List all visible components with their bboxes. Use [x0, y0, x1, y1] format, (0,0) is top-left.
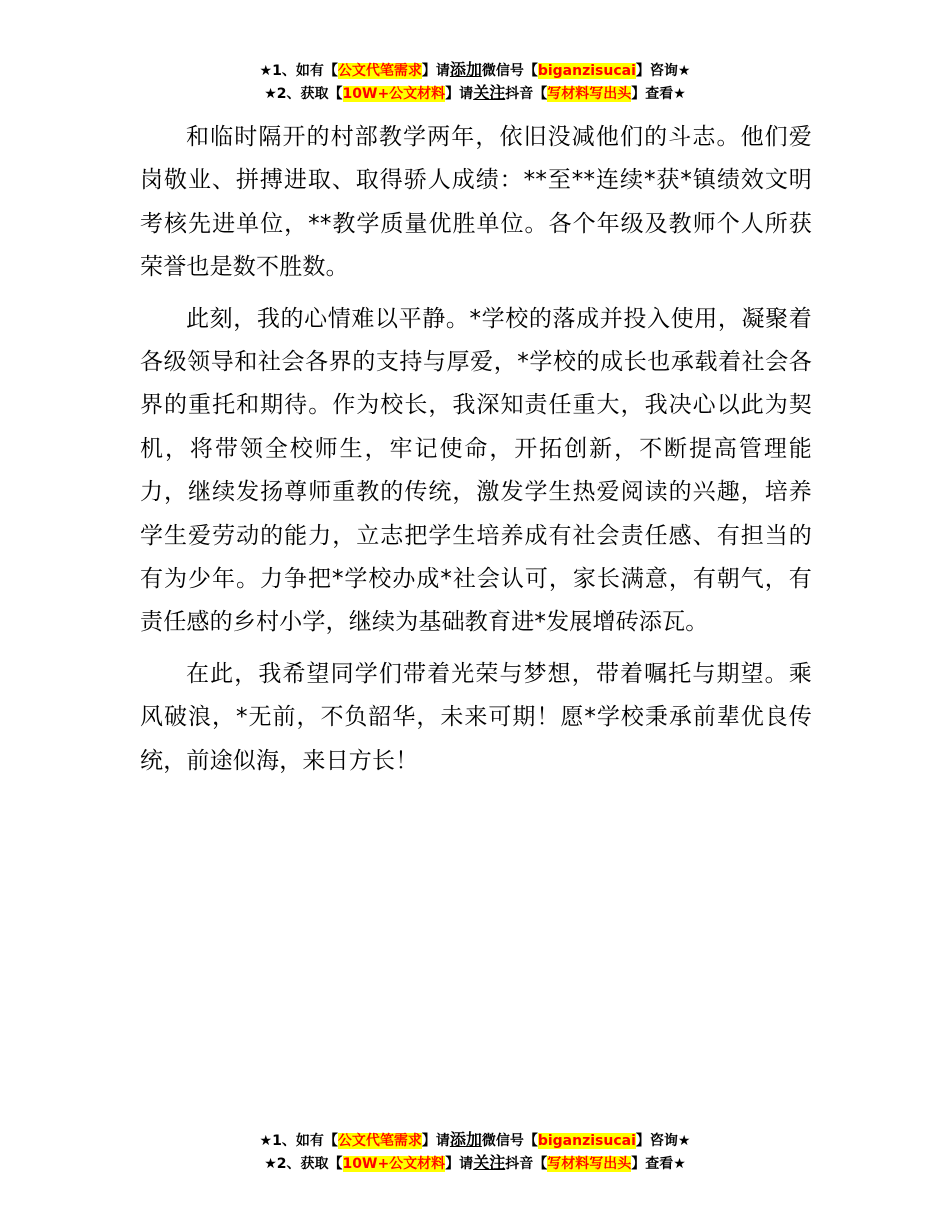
footer-banner	[0, 1129, 950, 1175]
banner-douyin-id: 写材料写出头	[547, 86, 632, 102]
banner-line-2-suffix: 】查看★	[631, 86, 686, 102]
banner-line-1-prefix: ★1、如有【	[259, 63, 338, 79]
footer-line-1-mid2: 微信号【	[481, 1133, 538, 1149]
header-banner	[0, 59, 950, 105]
banner-line-2-mid: 】请	[445, 86, 474, 102]
footer-line-1-suffix: 】咨询★	[635, 1133, 691, 1149]
banner-line-2	[0, 82, 950, 105]
banner-add-emphasis: 添加	[449, 60, 482, 79]
footer-line-1-prefix: ★1、如有【	[259, 1133, 338, 1149]
paragraph-1: 和临时隔开的村部教学两年，依旧没减他们的斗志。他们爱岗敬业、拼搏进取、取得骄人成绩：**至**连续*获*镇绩效文明考核先进单位，**教学质量优胜单位。各个年级及教师个人所获荣誉也是数不胜数。	[140, 124, 812, 281]
footer-line-2	[0, 1152, 950, 1175]
paragraph-2: 此刻，我的心情难以平静。*学校的落成并投入使用，凝聚着各级领导和社会各界的支持与厚爱，*学校的成长也承载着社会各界的重托和期待。作为校长，我深知责任重大，我决心以此为契机，将带领全校师生，牢记使命，开拓创新，不断提高管理能力，继续发扬尊师重教的传统，激发学生热爱阅读的兴趣，培养学生爱劳动的能力，立志把学生培养成有社会责任感、有担当的有为少年。力争把*学校办成*社会认可，家长满意，有朝气，有责任感的乡村小学，继续为基础教育进*发展增砖添瓦。	[140, 305, 812, 636]
footer-line-2-mid: 】请	[445, 1156, 474, 1172]
banner-line-1-mid: 】请	[421, 63, 450, 79]
banner-line-1-mid2: 微信号【	[481, 63, 538, 79]
banner-wechat-id: biganzisucai	[537, 63, 636, 79]
footer-line-1	[0, 1129, 950, 1152]
paragraph-3: 在此，我希望同学们带着光荣与梦想，带着嘱托与期望。乘风破浪，*无前，不负韶华，未来可期！愿*学校秉承前辈优良传统，前途似海，来日方长！	[140, 660, 812, 774]
footer-douyin-id: 写材料写出头	[547, 1156, 632, 1172]
banner-line-2-mid2: 抖音【	[505, 86, 548, 102]
footer-service-highlight: 公文代笔需求	[337, 1133, 422, 1149]
banner-service-highlight: 公文代笔需求	[337, 63, 422, 79]
footer-wechat-id: biganzisucai	[537, 1133, 636, 1149]
document-body	[140, 116, 812, 791]
banner-line-1-suffix: 】咨询★	[635, 63, 691, 79]
banner-material-highlight: 10W+公文材料	[342, 86, 446, 102]
banner-line-2-prefix: ★2、获取【	[264, 86, 343, 102]
footer-line-2-suffix: 】查看★	[631, 1156, 686, 1172]
footer-line-1-mid: 】请	[421, 1133, 450, 1149]
footer-add-emphasis: 添加	[449, 1130, 482, 1149]
footer-material-highlight: 10W+公文材料	[342, 1156, 446, 1172]
footer-line-2-prefix: ★2、获取【	[264, 1156, 343, 1172]
banner-follow-emphasis: 关注	[473, 83, 506, 102]
footer-follow-emphasis: 关注	[473, 1153, 506, 1172]
footer-line-2-mid2: 抖音【	[505, 1156, 548, 1172]
banner-line-1	[0, 59, 950, 82]
